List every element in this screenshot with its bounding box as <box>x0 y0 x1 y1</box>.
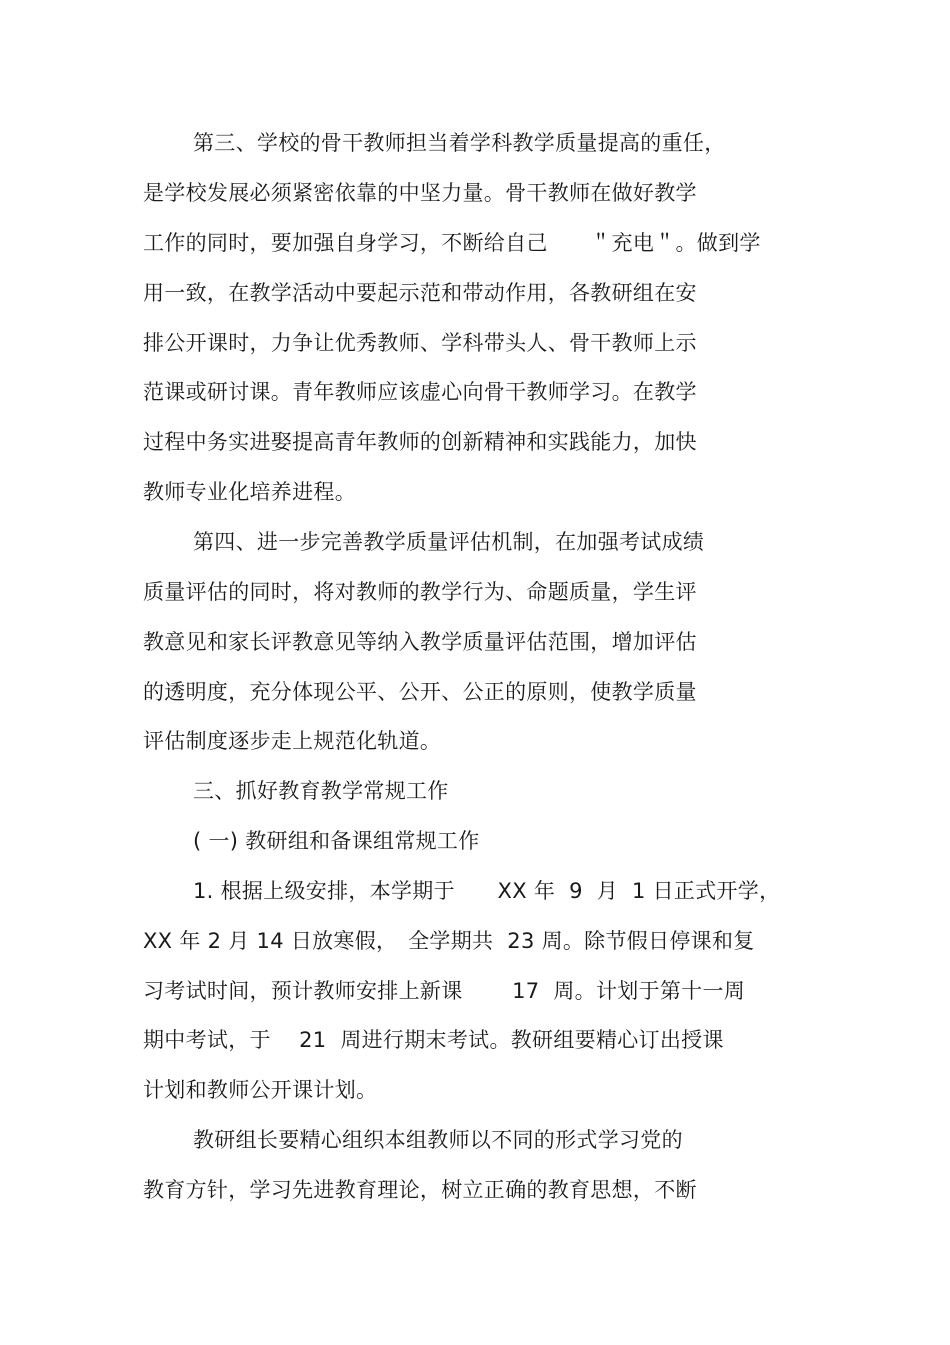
paragraph-line: 过程中务实进娶提高青年教师的创新精神和实践能力，加快 <box>143 430 697 454</box>
paragraph-line: 期中考试，于 21 周进行期末考试。教研组要精心订出授课 <box>143 1028 724 1052</box>
paragraph-line: 排公开课时，力争让优秀教师、学科带头人、骨干教师上示 <box>143 331 697 355</box>
paragraph-line: XX 年 2 月 14 日放寒假， 全学期共 23 周。除节假日停课和复 <box>143 929 755 953</box>
paragraph-line: 计划和教师公开课计划。 <box>143 1078 378 1102</box>
paragraph-line: 1. 根据上级安排，本学期于 XX 年 9 月 1 日正式开学， <box>193 879 781 903</box>
paragraph-line: 是学校发展必须紧密依靠的中坚力量。骨干教师在做好教学 <box>143 181 697 205</box>
paragraph-line: 范课或研讨课。青年教师应该虚心向骨干教师学习。在教学 <box>143 380 697 404</box>
paragraph-line: 习考试时间，预计教师安排上新课 17 周。计划于第十一周 <box>143 979 746 1003</box>
paragraph-line: 质量评估的同时，将对教师的教学行为、命题质量，学生评 <box>143 580 697 604</box>
paragraph-line: 评估制度逐步走上规范化轨道。 <box>143 729 442 753</box>
paragraph-line: 工作的同时，要加强自身学习，不断给自己 ＂充电＂。做到学 <box>143 231 761 255</box>
paragraph-line: 第四、进一步完善教学质量评估机制，在加强考试成绩 <box>193 530 705 554</box>
paragraph-line: 用一致，在教学活动中要起示范和带动作用，各教研组在安 <box>143 281 697 305</box>
paragraph-line: 的透明度，充分体现公平、公开、公正的原则，使教学质量 <box>143 680 697 704</box>
paragraph-line: 教师专业化培养进程。 <box>143 480 356 504</box>
paragraph-line: 教意见和家长评教意见等纳入教学质量评估范围，增加评估 <box>143 630 697 654</box>
subsection-heading: ( 一) 教研组和备课组常规工作 <box>193 829 480 853</box>
section-heading: 三、抓好教育教学常规工作 <box>193 779 449 803</box>
paragraph-line: 教研组长要精心组织本组教师以不同的形式学习党的 <box>193 1128 683 1152</box>
paragraph-line: 教育方针，学习先进教育理论，树立正确的教育思想，不断 <box>143 1178 697 1202</box>
paragraph-line: 第三、学校的骨干教师担当着学科教学质量提高的重任， <box>193 131 726 155</box>
